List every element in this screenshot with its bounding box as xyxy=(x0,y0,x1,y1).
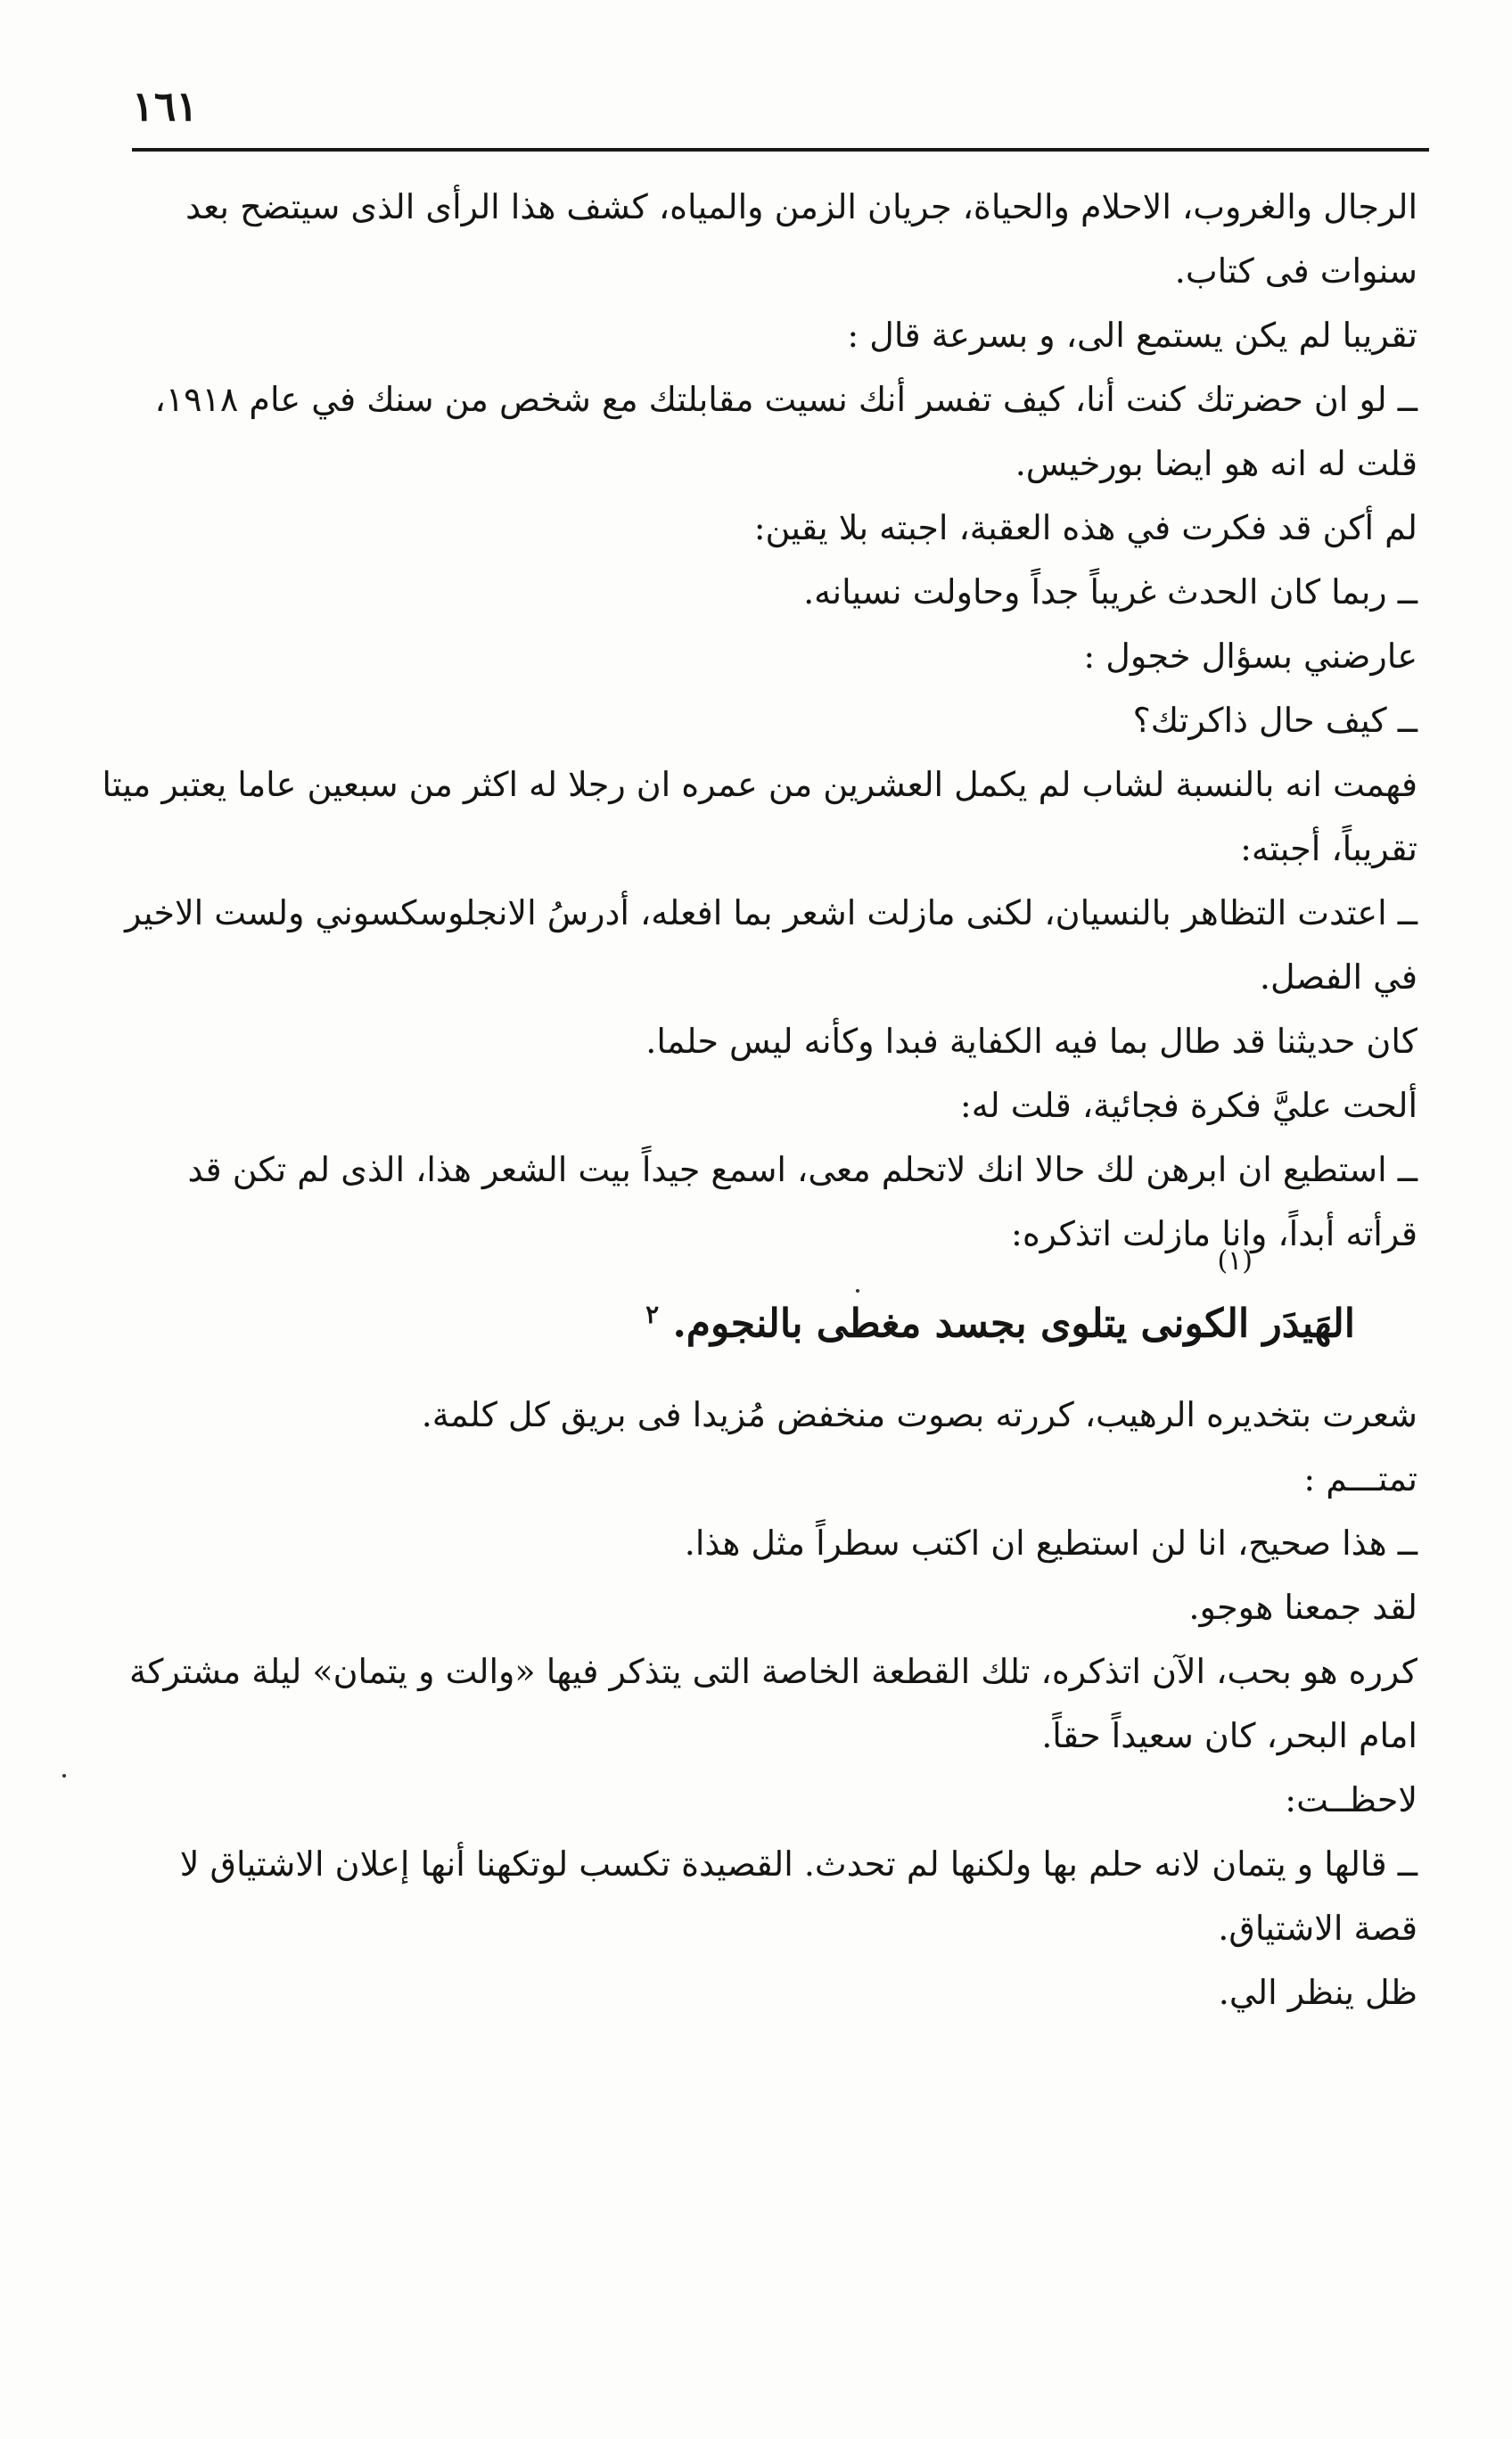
page-number: ١٦١ xyxy=(132,82,199,130)
text-line: شعرت بتخديره الرهيب، كررته بصوت منخفض مُزيدا فى بريق كل كلمة. xyxy=(421,1394,1418,1434)
dialogue-line: ــ كيف حال ذاكرتك؟ xyxy=(1132,701,1418,740)
dialogue-line: ــ لو ان حضرتك كنت أنا، كيف تفسر أنك نسيت مقابلتك مع شخص من سنك في عام ١٩١٨، xyxy=(154,380,1418,419)
verse-text: الهَيدَر الكونى يتلوى بجسد مغطى بالنجوم. xyxy=(672,1301,1355,1347)
text-line: عارضني بسؤال خجول : xyxy=(1083,636,1418,676)
text-line: فهمت انه بالنسبة لشاب لم يكمل العشرين من عمره ان رجلا له اكثر من سبعين عاما يعتبر ميتا xyxy=(102,765,1418,804)
text-line: تقريبا لم يكن يستمع الى، و بسرعة قال : xyxy=(847,316,1418,355)
verse-line xyxy=(100,1275,1355,1365)
text-line: لاحظــت: xyxy=(1285,1779,1418,1819)
text-line: في الفصل. xyxy=(1259,957,1418,997)
text-line: تقريباً، أجبته: xyxy=(1240,829,1418,868)
dialogue-line: ــ ربما كان الحدث غريباً جداً وحاولت نسيانه. xyxy=(803,572,1418,612)
dialogue-line: ــ استطيع ان ابرهن لك حالا انك لاتحلم معى، اسمع جيداً بيت الشعر هذا، الذى لم تكن قد xyxy=(187,1150,1418,1189)
text-line: ظل ينظر الي. xyxy=(1218,1972,1418,2012)
text-line: امام البحر، كان سعيداً حقاً. xyxy=(1041,1715,1418,1755)
header-rule xyxy=(132,148,1429,152)
text-line: تمتـــم : xyxy=(1303,1458,1418,1499)
text-line: قصة الاشتياق. xyxy=(1218,1908,1418,1948)
text-line: لم أكن قد فكرت في هذه العقبة، اجبته بلا يقين: xyxy=(753,508,1418,547)
text-line: قلت له انه هو ايضا بورخيس. xyxy=(1015,444,1418,483)
text-line: ألحت عليَّ فكرة فجائية، قلت له: xyxy=(959,1086,1418,1125)
dialogue-line: ــ قالها و يتمان لانه حلم بها ولكنها لم تحدث. القصيدة تكسب لوتكهنا أنها إعلان الاشتياق لا xyxy=(179,1844,1418,1884)
dialogue-line: ــ هذا صحيح، انا لن استطيع ان اكتب سطراً مثل هذا. xyxy=(684,1523,1418,1563)
verse-block xyxy=(100,1245,1418,1365)
ink-speck xyxy=(856,1289,859,1293)
text-line: كان حديثنا قد طال بما فيه الكفاية فبدا وكأنه ليس حلما. xyxy=(645,1022,1418,1061)
text-line: الرجال والغروب، الاحلام والحياة، جريان الزمن والمياه، كشف هذا الرأى الذى سيتضح بعد xyxy=(185,187,1418,226)
body-text xyxy=(100,175,1418,2024)
dialogue-line: ــ اعتدت التظاهر بالنسيان، لكنى مازلت اشعر بما افعله، أدرسُ الانجلوسكسوني ولست الاخير xyxy=(125,893,1418,932)
footnote-mark: ٢ xyxy=(645,1300,660,1329)
text-line: قرأته أبداً، وانا مازلت اتذكره: xyxy=(1011,1214,1418,1253)
text-line: سنوات فى كتاب. xyxy=(1174,251,1418,291)
text-line: لقد جمعنا هوجو. xyxy=(1188,1587,1418,1627)
ink-speck xyxy=(62,1774,66,1778)
footnote-reference: (١) xyxy=(1217,1245,1253,1277)
text-line: كرره هو بحب، الآن اتذكره، تلك القطعة الخاصة التى يتذكر فيها «والت و يتمان» ليلة مشتركة xyxy=(129,1651,1418,1691)
